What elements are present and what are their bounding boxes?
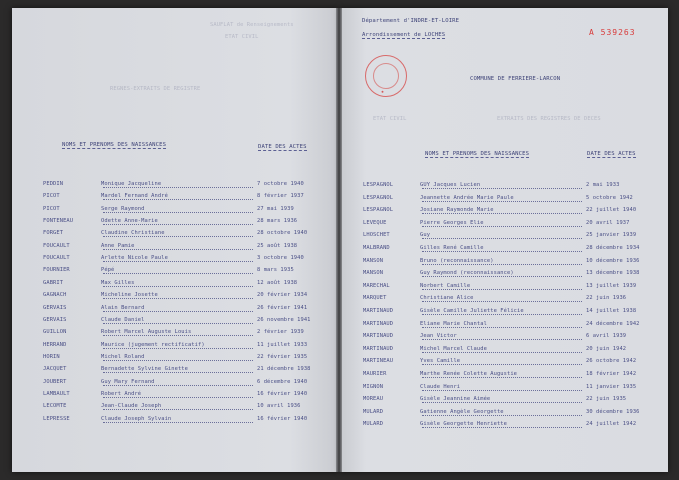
row-date: 25 janvier 1939 [586, 232, 637, 239]
row-leader-dots [422, 364, 582, 365]
row-date: 11 juillet 1933 [257, 341, 308, 348]
commune-line: COMMUNE DE FERRIERE-LARCON [470, 76, 561, 82]
row-leader-dots [422, 352, 582, 353]
row-date: 21 décembre 1938 [257, 366, 311, 373]
left-ghost-title: REGNES-EXTRAITS DE REGISTRE [110, 86, 201, 92]
row-date: 27 mai 1939 [257, 205, 294, 212]
row-leader-dots [103, 249, 253, 250]
row-surname: MARTINEAU [363, 358, 394, 365]
row-date: 22 juin 1936 [586, 295, 627, 302]
row-leader-dots [422, 289, 582, 290]
row-date: 26 novembre 1941 [257, 316, 311, 323]
row-leader-dots [422, 415, 582, 416]
row-given-names: Michel Marcel Claude [420, 345, 487, 352]
row-given-names: Michel Roland [101, 353, 145, 360]
stamp-star-icon: ★ [381, 89, 385, 95]
row-given-names: Eliane Marie Chantal [420, 320, 487, 327]
row-surname: GERVAIS [43, 304, 67, 311]
left-ghost-header-1: SAUFLAT de Renseignements [210, 22, 294, 28]
row-given-names: Bruno (reconnaissance) [420, 257, 494, 264]
row-date: 2 mai 1933 [586, 182, 620, 188]
row-given-names: Arlette Nicole Paule [101, 255, 168, 262]
row-date: 22 février 1935 [257, 353, 308, 360]
row-surname: GUILLON [43, 329, 67, 336]
row-date: 7 octobre 1940 [257, 181, 304, 187]
row-given-names: Jean-Claude Joseph [101, 403, 162, 410]
row-given-names: Gisèle Jeannine Aimée [420, 396, 491, 403]
row-surname: FONTENEAU [43, 218, 74, 225]
row-date: 24 juillet 1942 [586, 421, 637, 428]
row-given-names: Jeannette Andrée Marie Paule [420, 194, 514, 201]
row-leader-dots [422, 327, 582, 328]
row-surname: FOUCAULT [43, 255, 70, 262]
row-date: 25 août 1938 [257, 242, 298, 249]
row-given-names: Gilles René Camille [420, 245, 484, 251]
row-date: 13 décembre 1938 [586, 270, 640, 277]
row-date: 28 octobre 1940 [257, 230, 308, 237]
row-date: 10 décembre 1936 [586, 257, 640, 264]
row-date: 5 octobre 1942 [586, 194, 633, 201]
row-leader-dots [103, 311, 253, 312]
row-surname: MARTINAUD [363, 308, 394, 314]
row-surname: MARQUET [363, 295, 387, 302]
row-given-names: Anne Pamie [101, 242, 135, 249]
row-date: 8 février 1937 [257, 193, 304, 200]
dept-line: Département d'INDRE-ET-LOIRE [362, 18, 460, 24]
row-surname: JACQUET [43, 366, 67, 373]
row-surname: LEPRESSE [43, 415, 70, 422]
row-given-names: Gisèle Camille Juliette Félicie [420, 308, 524, 314]
row-given-names: Odette Anne-Marie [101, 218, 158, 225]
row-leader-dots [103, 372, 253, 373]
row-date: 12 août 1938 [257, 279, 298, 286]
row-date: 3 octobre 1940 [257, 255, 304, 262]
row-leader-dots [103, 224, 253, 225]
left-ghost-header-2: ETAT CIVIL [225, 34, 259, 40]
row-given-names: Claude Joseph Sylvain [101, 415, 172, 422]
row-surname: LAMBAULT [43, 390, 70, 397]
row-date: 13 juillet 1939 [586, 282, 637, 289]
row-given-names: Josiane Raymonde Marie [420, 207, 494, 214]
row-given-names: Bernadette Sylvine Ginette [101, 366, 188, 373]
row-date: 2 février 1939 [257, 329, 304, 336]
row-leader-dots [422, 251, 582, 252]
row-given-names: Robert André [101, 390, 142, 397]
row-leader-dots [422, 427, 582, 428]
row-given-names: Serge Raymond [101, 205, 145, 212]
row-leader-dots [103, 348, 253, 349]
row-given-names: Guy Mary Fernand [101, 378, 155, 385]
row-given-names: Claudine Christiane [101, 230, 165, 237]
row-surname: MARECHAL [363, 282, 390, 289]
row-given-names: Guy Raymond (reconnaissance) [420, 270, 514, 277]
row-surname: PICOT [43, 193, 60, 200]
row-leader-dots [422, 377, 582, 378]
row-surname: LESPAGNOL [363, 182, 394, 188]
row-date: 22 juillet 1940 [586, 207, 637, 214]
row-surname: MOREAU [363, 396, 384, 403]
row-surname: GAGNACH [43, 292, 67, 299]
row-leader-dots [103, 273, 253, 274]
row-given-names: Guy [420, 232, 431, 239]
row-date: 20 avril 1937 [586, 219, 630, 226]
row-date: 26 février 1941 [257, 304, 308, 311]
row-given-names: Max Gilles [101, 279, 135, 286]
row-leader-dots [103, 187, 253, 188]
row-surname: HERRAND [43, 341, 67, 348]
row-surname: MARTINAUD [363, 345, 394, 352]
row-date: 10 avril 1936 [257, 403, 301, 410]
row-given-names: Gisèle Georgette Henriette [420, 421, 507, 428]
row-date: 28 mars 1936 [257, 218, 298, 225]
row-given-names: Christiane Alice [420, 295, 474, 302]
row-leader-dots [103, 422, 253, 423]
row-date: 20 février 1934 [257, 292, 308, 299]
row-surname: GABRIT [43, 279, 64, 286]
row-date: 22 juin 1935 [586, 396, 627, 403]
row-leader-dots [103, 360, 253, 361]
row-given-names: Claude Daniel [101, 316, 145, 323]
row-leader-dots [103, 212, 253, 213]
right-col-names-header: NOMS ET PRENOMS DES NAISSANCES [425, 151, 530, 157]
row-leader-dots [103, 236, 253, 237]
row-leader-dots [422, 402, 582, 403]
row-leader-dots [422, 238, 582, 239]
row-leader-dots [422, 276, 582, 277]
row-date: 6 avril 1939 [586, 333, 627, 340]
row-surname: HORIN [43, 353, 60, 360]
row-leader-dots [103, 409, 253, 410]
row-given-names: Maurice (jugement rectificatif) [101, 341, 205, 348]
row-date: 6 décembre 1940 [257, 378, 308, 385]
row-leader-dots [422, 339, 582, 340]
row-leader-dots [422, 201, 582, 202]
row-given-names: Micheline Josette [101, 292, 158, 299]
row-leader-dots [103, 298, 253, 299]
row-surname: MALBRAND [363, 245, 390, 251]
official-stamp [365, 55, 407, 97]
row-surname: GERVAIS [43, 316, 67, 323]
row-date: 20 juin 1942 [586, 345, 627, 352]
row-given-names: Norbert Camille [420, 282, 471, 289]
row-given-names: Robert Marcel Auguste Louis [101, 329, 192, 336]
row-surname: LHOSCHET [363, 232, 390, 239]
arrondissement-line: Arrondissement de LOCHES [362, 32, 446, 38]
row-leader-dots [103, 385, 253, 386]
row-leader-dots [103, 261, 253, 262]
row-surname: LECOMTE [43, 403, 67, 410]
row-given-names: Claude Henri [420, 383, 461, 390]
row-date: 26 octobre 1942 [586, 358, 637, 365]
row-leader-dots [103, 286, 253, 287]
row-given-names: Marthe Renée Colette Augustie [420, 371, 518, 377]
right-ghost-left: ETAT CIVIL [373, 116, 407, 122]
row-surname: MARTINAUD [363, 333, 394, 340]
book-gutter [336, 8, 342, 472]
left-col-dates-header: DATE DES ACTES [258, 144, 307, 150]
row-given-names: GUY Jacques Lucien [420, 182, 481, 188]
right-ghost-right: EXTRAITS DES REGISTRES DE DECES [497, 116, 601, 122]
row-given-names: Yves Camille [420, 358, 461, 365]
row-leader-dots [422, 226, 582, 227]
row-surname: MANSON [363, 270, 384, 277]
row-surname: MIGNON [363, 383, 384, 390]
row-leader-dots [422, 264, 582, 265]
row-given-names: Monique Jacqueline [101, 181, 162, 187]
row-surname: LEVEQUE [363, 219, 387, 226]
row-given-names: Mardel Fernand André [101, 193, 168, 200]
row-date: 24 décembre 1942 [586, 320, 640, 327]
row-given-names: Pépé [101, 267, 115, 274]
row-date: 30 décembre 1936 [586, 408, 640, 415]
row-surname: PICOT [43, 205, 60, 212]
row-leader-dots [103, 323, 253, 324]
row-leader-dots [103, 199, 253, 200]
row-surname: MULARD [363, 421, 384, 428]
row-date: 14 juillet 1938 [586, 308, 637, 314]
row-surname: PEDDIN [43, 181, 64, 187]
row-surname: MAURIER [363, 371, 387, 377]
row-surname: MULARD [363, 408, 384, 415]
row-surname: MARTINAUD [363, 320, 394, 327]
row-leader-dots [422, 213, 582, 214]
row-date: 16 février 1940 [257, 390, 308, 397]
row-given-names: Alain Bernard [101, 304, 145, 311]
row-date: 28 décembre 1934 [586, 245, 640, 251]
document-number: A 539263 [589, 28, 636, 37]
row-surname: LESPAGNOL [363, 194, 394, 201]
row-surname: FORGET [43, 230, 64, 237]
row-surname: MANSON [363, 257, 384, 264]
row-date: 16 février 1940 [257, 415, 308, 422]
row-surname: FOURNIER [43, 267, 70, 274]
row-surname: LESPAGNOL [363, 207, 394, 214]
row-leader-dots [422, 301, 582, 302]
row-given-names: Pierre Georges Elie [420, 219, 484, 226]
row-leader-dots [422, 314, 582, 315]
left-col-names-header: NOMS ET PRENOMS DES NAISSANCES [62, 142, 167, 148]
row-surname: JOUBERT [43, 378, 67, 385]
row-date: 11 janvier 1935 [586, 383, 637, 390]
row-date: 18 février 1942 [586, 371, 637, 377]
row-surname: FOUCAULT [43, 242, 70, 249]
row-leader-dots [103, 397, 253, 398]
right-col-dates-header: DATE DES ACTES [587, 151, 636, 157]
row-given-names: Jean Victor [420, 333, 457, 340]
row-date: 8 mars 1935 [257, 267, 294, 274]
row-leader-dots [103, 335, 253, 336]
row-leader-dots [422, 390, 582, 391]
row-given-names: Gatienne Angèle Georgette [420, 408, 504, 415]
row-leader-dots [422, 188, 582, 189]
